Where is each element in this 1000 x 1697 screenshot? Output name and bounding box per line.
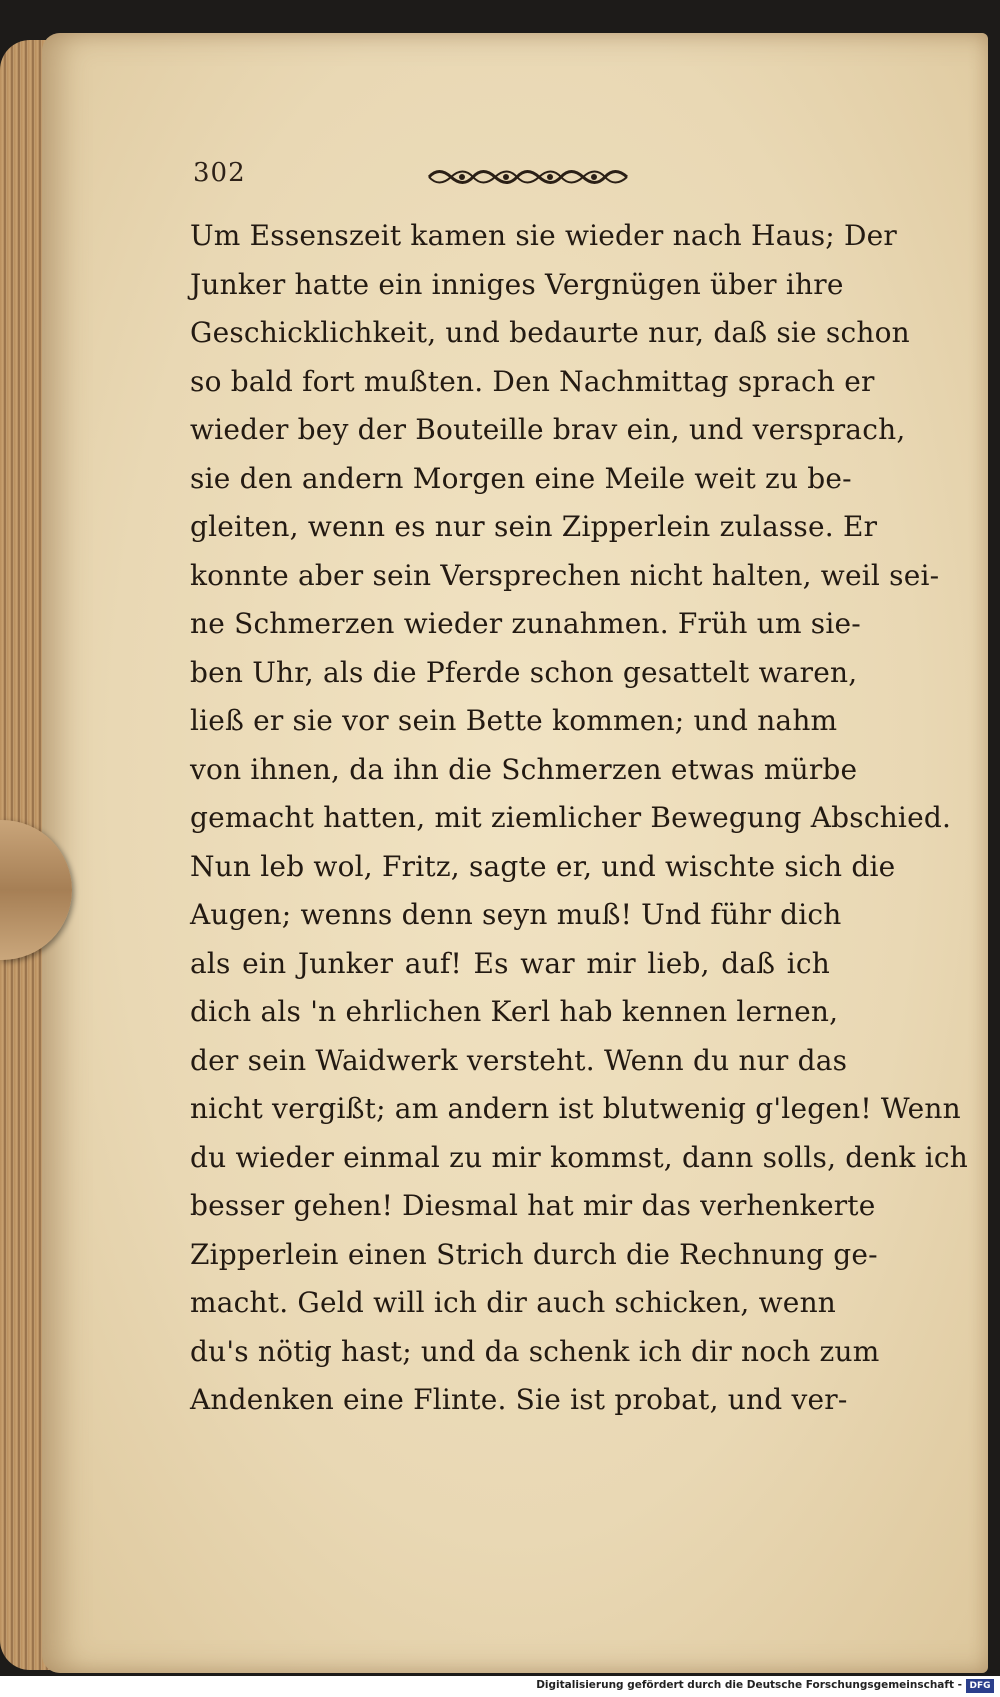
text-line: Augen; wenns denn seyn muß! Und führ dich — [190, 898, 842, 931]
text-line: Geschicklichkeit, und bedaurte nur, daß sie schon — [190, 316, 910, 349]
body-text — [190, 212, 968, 1425]
text-line: der sein Waidwerk versteht. Wenn du nur das — [190, 1043, 848, 1077]
text-line: ließ er sie vor sein Bette kommen; und nahm — [190, 704, 838, 737]
text-line: du wieder einmal zu mir kommst, dann solls, denk ich — [190, 1140, 968, 1174]
text-line: nicht vergißt; am andern ist blutwenig g'legen! Wenn — [190, 1092, 961, 1125]
text-line: wieder bey der Bouteille brav ein, und versprach, — [190, 413, 906, 446]
funding-credit: Digitalisierung gefördert durch die Deutsche Forschungsgemeinschaft - — [536, 1679, 962, 1691]
text-line: Junker hatte ein inniges Vergnügen über ihre — [190, 267, 844, 301]
digitization-footer — [0, 1676, 1000, 1697]
page-number: 302 — [193, 158, 246, 188]
text-line: Zipperlein einen Strich durch die Rechnung ge- — [190, 1237, 878, 1271]
text-line: gleiten, wenn es nur sein Zipperlein zulasse. Er — [190, 510, 878, 543]
header-ornament-icon — [425, 164, 631, 190]
text-line: ne Schmerzen wieder zunahmen. Früh um sie- — [190, 607, 861, 640]
dfg-logo-icon: DFG — [966, 1679, 994, 1693]
text-line: macht. Geld will ich dir auch schicken, wenn — [190, 1286, 837, 1319]
text-line: ben Uhr, als die Pferde schon gesattelt waren, — [190, 655, 858, 689]
text-line: von ihnen, da ihn die Schmerzen etwas mürbe — [190, 752, 858, 786]
text-line: Um Essenszeit kamen sie wieder nach Haus; Der — [190, 219, 898, 252]
text-line: Andenken eine Flinte. Sie ist probat, und ver- — [190, 1383, 848, 1416]
text-line: Nun leb wol, Fritz, sagte er, und wischte sich die — [190, 849, 896, 883]
page-header — [193, 158, 843, 202]
text-line: besser gehen! Diesmal hat mir das verhenkerte — [190, 1189, 876, 1222]
text-line: konnte aber sein Versprechen nicht halten, weil sei- — [190, 558, 940, 592]
text-line: gemacht hatten, mit ziemlicher Bewegung Abschied. — [190, 801, 952, 834]
text-line: so bald fort mußten. Den Nachmittag sprach er — [190, 364, 875, 398]
text-line: du's nötig hast; und da schenk ich dir noch zum — [190, 1334, 880, 1368]
text-line: dich als 'n ehrlichen Kerl hab kennen lernen, — [190, 995, 839, 1028]
text-line: als ein Junker auf! Es war mir lieb, daß ich — [190, 946, 830, 980]
text-line: sie den andern Morgen eine Meile weit zu be- — [190, 461, 852, 495]
